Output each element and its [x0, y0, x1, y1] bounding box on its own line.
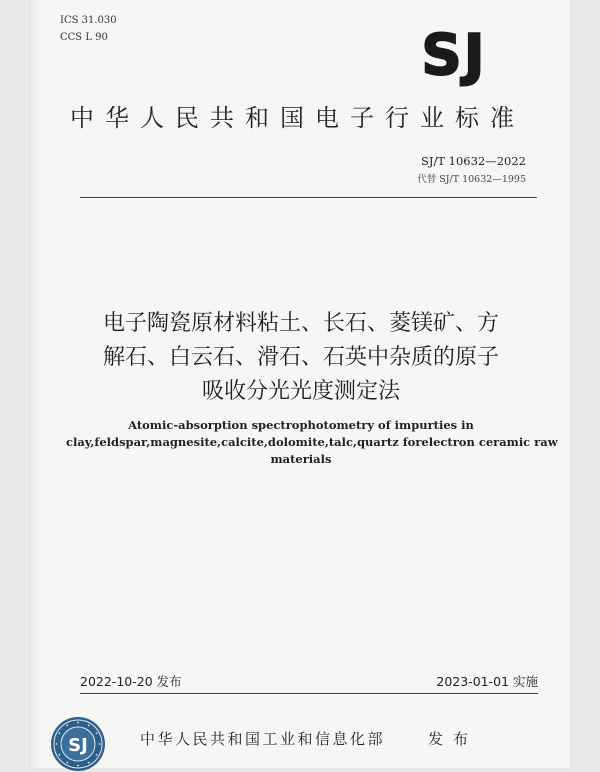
publisher-name: 中华人民共和国工业和信息化部 — [140, 730, 386, 748]
sj-logo: SJ — [421, 23, 487, 88]
english-title-line: materials — [270, 452, 332, 466]
chinese-title-line: 解石、白云石、滑石、石英中杂质的原子 — [102, 345, 499, 370]
standard-number: SJ/T 10632—2022 — [420, 154, 526, 168]
industry-standard-title: 中华人民共和国电子行业标准 — [70, 104, 525, 132]
ccs-code: CCS L 90 — [60, 32, 108, 43]
replaced-standard: 代替 SJ/T 10632—1995 — [417, 174, 526, 185]
implementation-date: 2023-01-01 实施 — [436, 674, 538, 689]
svg-text:SJ: SJ — [68, 735, 88, 756]
publish-date: 2022-10-20 发布 — [80, 674, 182, 689]
ministry-seal-icon — [50, 716, 106, 772]
header-divider — [80, 197, 537, 198]
chinese-title-line: 吸收分光光度测定法 — [201, 379, 400, 404]
english-title-line: Atomic-absorption spectrophotometry of impurties in — [128, 418, 474, 432]
english-title-line: clay,feldspar,magnesite,calcite,dolomite,talc,quartz forelectron ceramic raw — [66, 435, 558, 449]
english-title — [66, 417, 558, 468]
footer-divider — [80, 693, 538, 694]
chinese-title-line: 电子陶瓷原材料粘土、长石、菱镁矿、方 — [102, 311, 499, 336]
ics-code: ICS 31.030 — [60, 15, 117, 26]
classification-codes — [60, 12, 117, 46]
publish-label: 发布 — [428, 730, 479, 748]
chinese-title — [66, 307, 536, 409]
